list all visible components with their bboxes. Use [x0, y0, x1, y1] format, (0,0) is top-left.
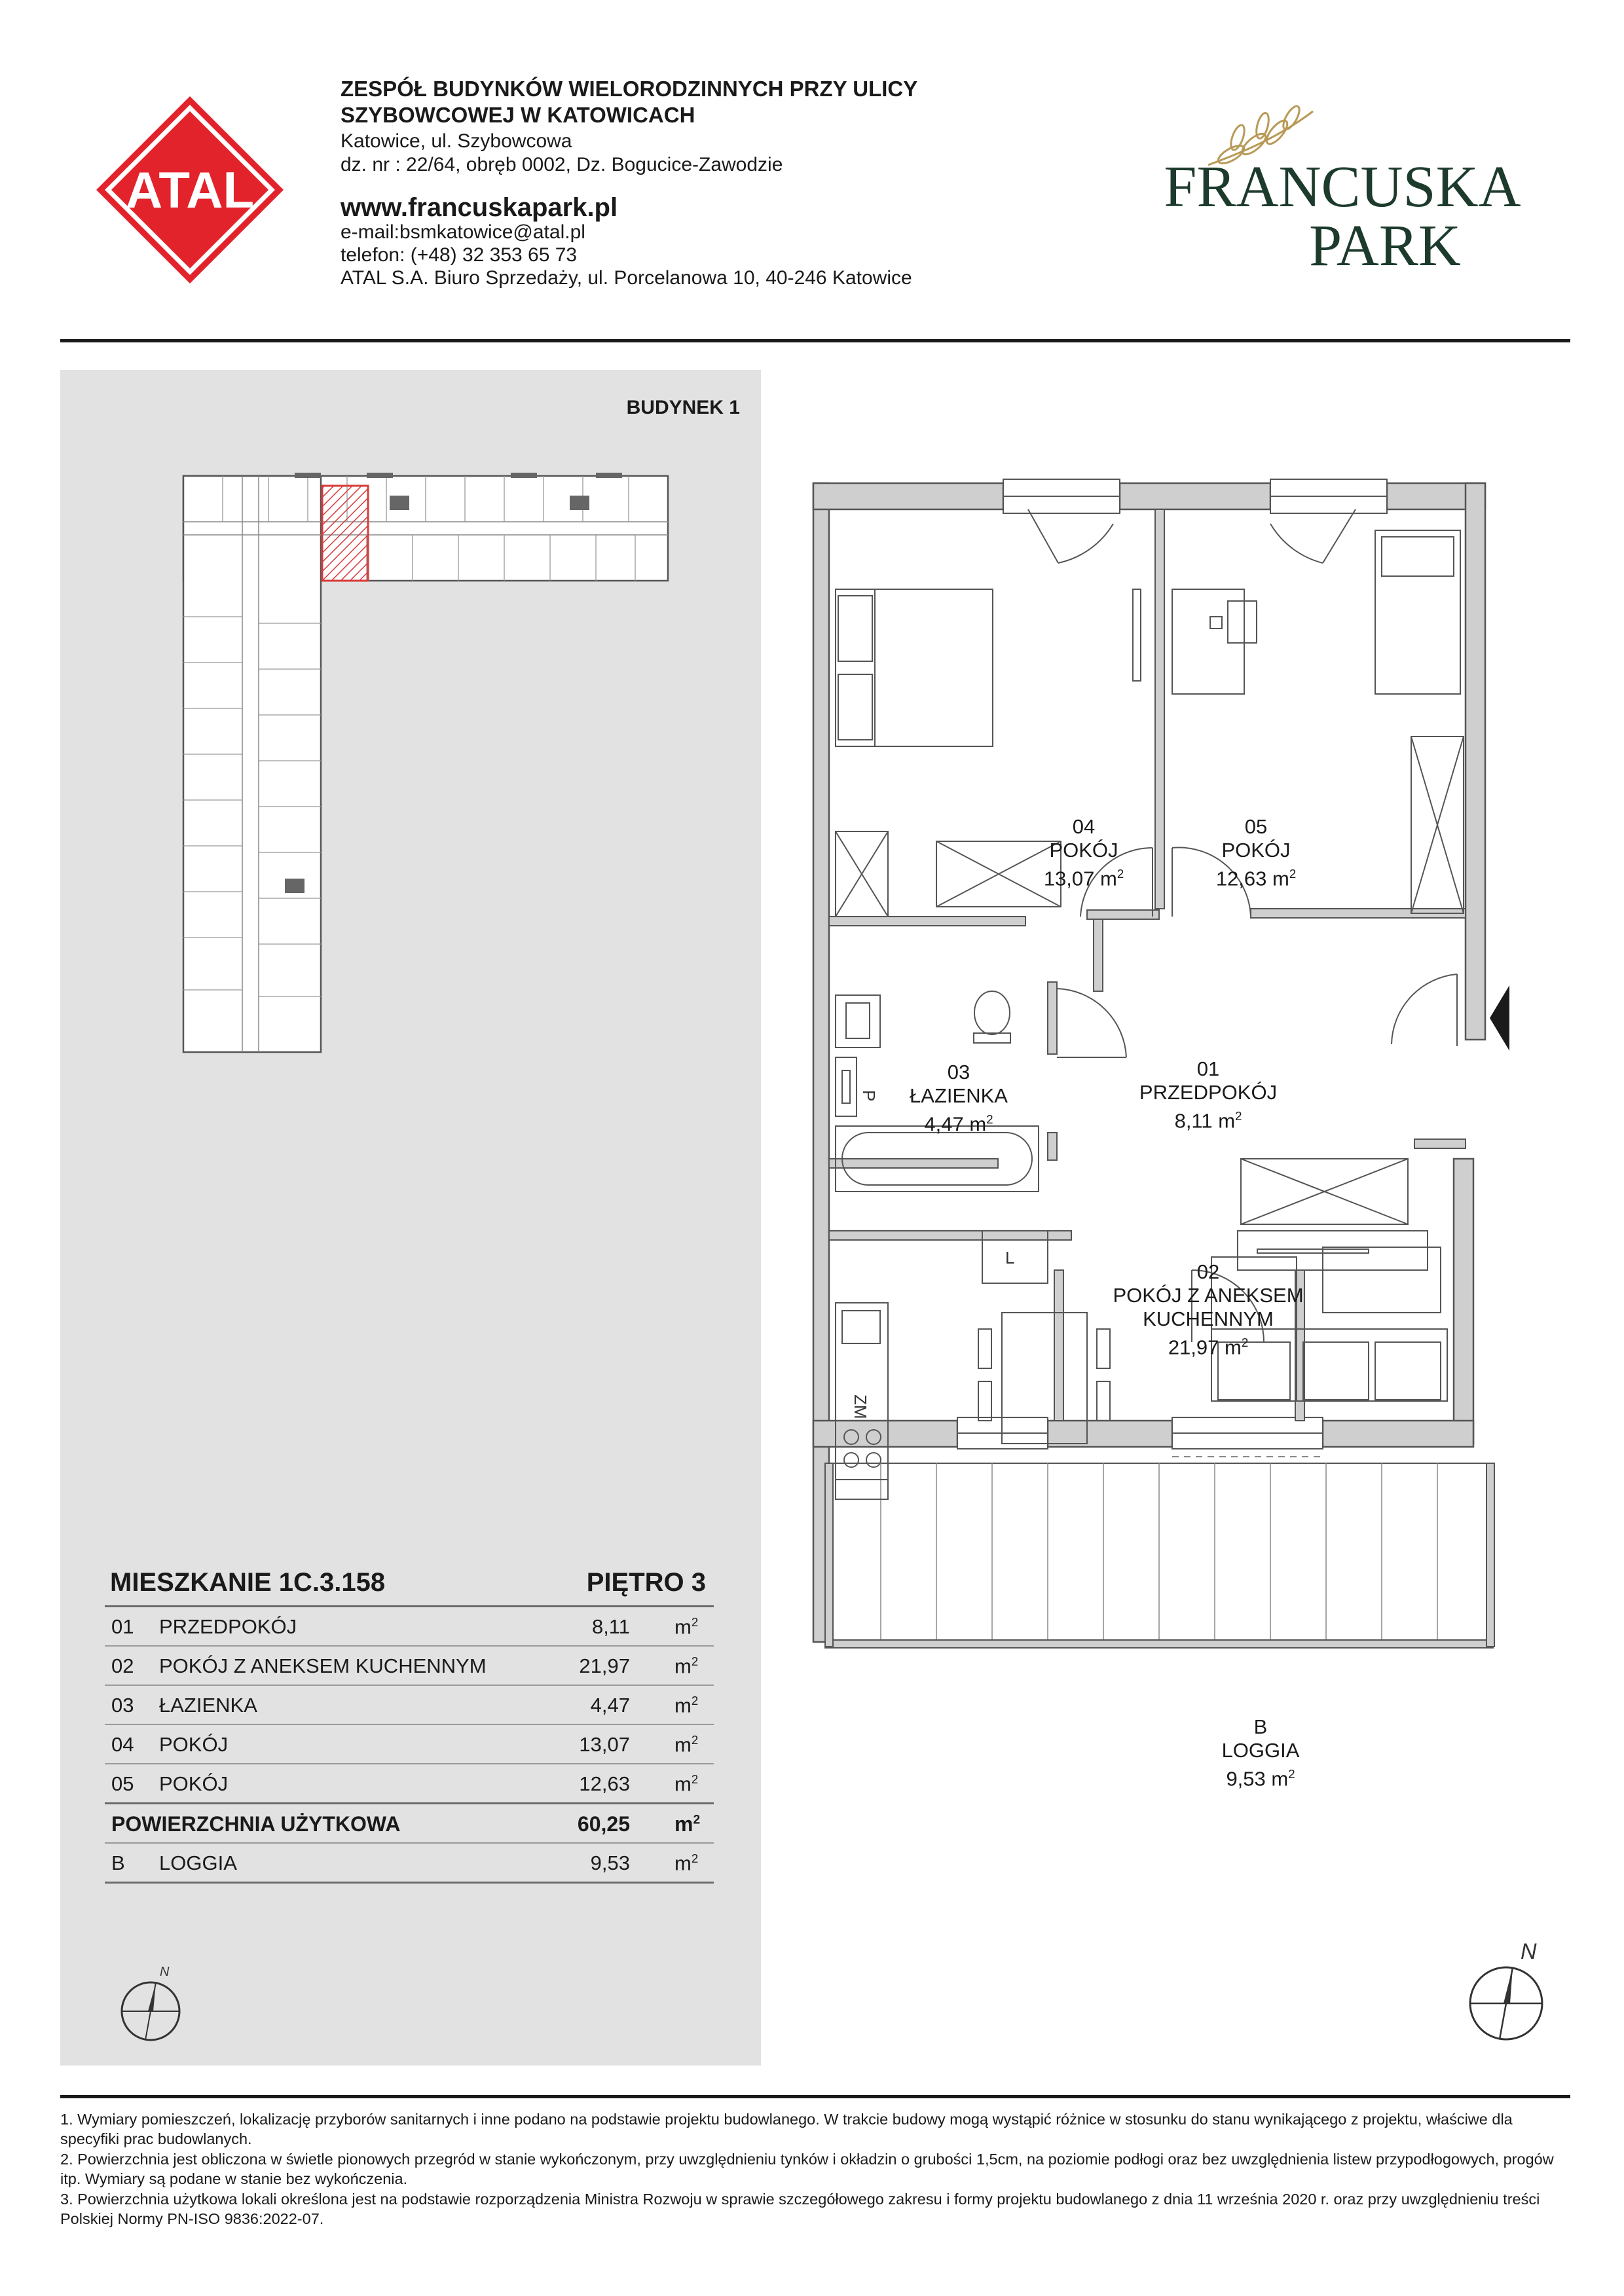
footer-divider — [60, 2095, 1570, 2098]
compass-small-label: N — [160, 1965, 170, 1979]
room-area: 4,47 — [590, 1694, 630, 1717]
room-area: 12,63 — [579, 1772, 630, 1795]
project-address: Katowice, ul. Szybowcowa — [341, 130, 572, 152]
compass-icon — [1460, 1938, 1559, 2049]
header-divider — [60, 339, 1570, 342]
total-area-row — [105, 1802, 714, 1842]
brand-line2: PARK — [1309, 213, 1461, 278]
room-name: POKÓJ — [159, 1733, 229, 1756]
total-area-value: 60,25 — [577, 1812, 630, 1836]
building-key-plan — [177, 466, 674, 1062]
room-number: 02 — [111, 1654, 134, 1677]
plan-label-room-05: 05 POKÓJ 12,63 $m^2$ — [1215, 815, 1297, 890]
table-row — [105, 1685, 714, 1724]
room-number: 04 — [111, 1733, 134, 1756]
plan-label-room-03: 03 ŁAZIENKA 4,47 $m^2$ — [910, 1061, 1008, 1136]
floor-number: PIĘTRO 3 — [586, 1568, 706, 1597]
sales-office: ATAL S.A. Biuro Sprzedaży, ul. Porcelanowa 10, 40-246 Katowice — [341, 267, 912, 289]
plan-label-room-01: 01 PRZEDPOKÓJ 8,11 $m^2$ — [1139, 1057, 1278, 1133]
room-number: B — [111, 1851, 125, 1874]
room-number: 03 — [111, 1694, 134, 1717]
apartment-header — [110, 1568, 719, 1601]
website-link[interactable]: www.francuskapark.pl — [341, 193, 618, 222]
plan-appliance-zm: ZM — [851, 1394, 870, 1419]
room-name: POKÓJ — [159, 1772, 229, 1795]
apartment-number: MIESZKANIE 1C.3.158 — [110, 1568, 386, 1597]
brand-line1: FRANCUSKA — [1164, 155, 1521, 219]
compass-small-icon — [110, 1958, 195, 2049]
room-name: ŁAZIENKA — [159, 1694, 257, 1717]
plan-label-room-04: 04 POKÓJ 13,07 $m^2$ — [1043, 815, 1124, 890]
loggia-row — [105, 1842, 714, 1884]
footnote-2: 2. Powierzchnia jest obliczona w świetle pionowych przegród w stanie wykończonym, przy uwzględnieniu tynków i okładzin o grubości 1,5cm, na poziomie podłogi oraz bez uwzględnienia listew przypodłogowych, progów itp. Wymiary są podane w stanie bez wykończenia. — [60, 2151, 1554, 2187]
room-area: 9,53 — [590, 1851, 630, 1874]
area-unit: $m^2$ — [674, 1851, 699, 1875]
email-link[interactable]: e-mail:bsmkatowice@atal.pl — [341, 221, 585, 243]
area-unit: $m^2$ — [674, 1654, 699, 1678]
highlighted-apartment — [322, 486, 368, 581]
area-unit: $m^2$ — [674, 1615, 699, 1639]
plan-label-room-02: 02 POKÓJ Z ANEKSEM KUCHENNYM 21,97 $m^2$ — [1113, 1260, 1304, 1359]
apartment-floor-plan — [805, 465, 1578, 1866]
footnotes — [60, 2109, 1570, 2229]
footnote-3: 3. Powierzchnia użytkowa lokali określona jest na podstawie rozporządzenia Ministra Rozwoju w sprawie szczegółowego zakresu i formy projektu budowlanego z dnia 11 września 2020 r. oraz przy uwzględnieniu treści Polskiej Normy PN-ISO 9836:2022-07. — [60, 2191, 1540, 2227]
table-row — [105, 1645, 714, 1685]
plan-label-loggia: B LOGGIA 9,53 $m^2$ — [1221, 1715, 1300, 1791]
compass-label: N — [1521, 1939, 1537, 1964]
plan-appliance-p: P — [859, 1090, 879, 1102]
room-number: 05 — [111, 1772, 134, 1795]
room-area: 13,07 — [579, 1733, 630, 1756]
table-row — [105, 1724, 714, 1763]
total-area-label: POWIERZCHNIA UŻYTKOWA — [111, 1812, 401, 1836]
room-name: POKÓJ Z ANEKSEM KUCHENNYM — [159, 1654, 487, 1677]
phone-number: telefon: (+48) 32 353 65 73 — [341, 244, 578, 266]
room-area: 8,11 — [591, 1615, 630, 1638]
area-unit: $m^2$ — [674, 1694, 699, 1717]
entrance-arrow-icon — [1490, 985, 1509, 1051]
loggia-area — [825, 1463, 1494, 1648]
plan-appliance-l: L — [1005, 1248, 1015, 1267]
room-name: LOGGIA — [159, 1851, 237, 1874]
room-areas-table — [105, 1605, 714, 1884]
area-unit: $m^2$ — [674, 1733, 699, 1757]
table-row — [105, 1763, 714, 1802]
francuska-park-logo — [1139, 92, 1545, 288]
table-row — [105, 1605, 714, 1645]
footnote-1: 1. Wymiary pomieszczeń, lokalizację przyborów sanitarnych i inne podano na podstawie projektu budowlanego. W trakcie budowy mogą wystąpić różnice w stosunku do stanu wynikającego z projektu, właściwe dla specyfiki prac budowlanych. — [60, 2111, 1513, 2147]
atal-logo-text: ATAL — [125, 161, 255, 219]
project-parcel: dz. nr : 22/64, obręb 0002, Dz. Bogucice-Zawodzie — [341, 154, 783, 175]
atal-logo — [95, 95, 285, 285]
room-name: PRZEDPOKÓJ — [159, 1615, 297, 1638]
area-unit: $m^2$ — [674, 1812, 701, 1836]
area-unit: $m^2$ — [674, 1772, 699, 1796]
project-title: ZESPÓŁ BUDYNKÓW WIELORODZINNYCH PRZY ULICY SZYBOWCOWEJ W KATOWICACH — [341, 77, 917, 127]
room-area: 21,97 — [579, 1654, 630, 1677]
room-number: 01 — [111, 1615, 134, 1638]
building-label: BUDYNEK 1 — [626, 397, 740, 418]
